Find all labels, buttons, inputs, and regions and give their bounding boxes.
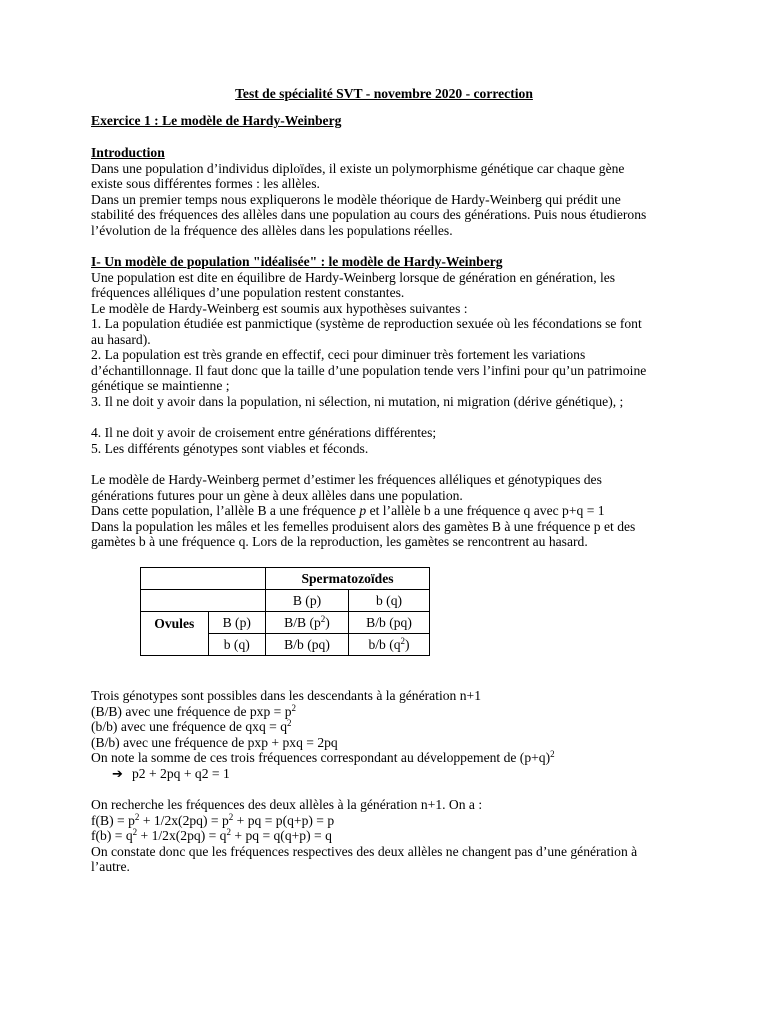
allele-frequency-section: [91, 797, 651, 875]
table-row-label-ovules: Ovules: [141, 612, 209, 656]
hypothesis-line: 4. Il ne doit y avoir de croisement entre générations différentes;: [91, 425, 437, 440]
hypothesis-line: 3. Il ne doit y avoir dans la population, ni sélection, ni mutation, ni migration (dérive génétique), ;: [91, 393, 624, 409]
hypothesis-line: génétique se maintienne ;: [91, 378, 230, 393]
hypothesis-line: 1. La population étudiée est panmictique (système de reproduction sexuée où les fécondations se font: [91, 316, 642, 331]
paragraph-line: Le modèle de Hardy-Weinberg est soumis aux hypothèses suivantes :: [91, 300, 468, 316]
paragraph-line: Une population est dite en équilibre de Hardy-Weinberg lorsque de génération en génération, les: [91, 269, 616, 285]
table-corner: [141, 590, 266, 612]
hypotheses-cont: [91, 425, 651, 456]
section-hardy-weinberg: [91, 254, 651, 409]
hypothesis-line: 2. La population est très grande en effectif, ceci pour diminuer très fortement les variations: [91, 347, 586, 362]
table-row-header: B (p): [208, 612, 265, 634]
formula-fB: $f(B) = p^2 + 1/2x(2pq) = p^2$ + pq = p(q+p) = p: [91, 811, 335, 828]
section-heading: I- Un modèle de population "idéalisée" : le modèle de Hardy-Weinberg: [91, 254, 503, 269]
genotypes-section: [91, 688, 651, 782]
intro-line: stabilité des fréquences des allèles dans une population au cours des générations. Puis nous étudierons: [91, 207, 647, 222]
genotype-sum-line: ➔ p2 + 2pq + q2 = 1: [112, 765, 230, 782]
paragraph-line: Dans la population les mâles et les femelles produisent alors des gamètes B à une fréquence p et des: [91, 518, 636, 534]
hypothesis-line: 5. Les différents génotypes sont viables et féconds.: [91, 440, 369, 456]
model-paragraph: [91, 472, 651, 550]
intro-line: l’évolution de la fréquence des allèles dans les populations réelles.: [91, 222, 453, 238]
intro-line: Dans un premier temps nous expliquerons le modèle théorique de Hardy-Weinberg qui prédit une: [91, 191, 621, 207]
table-col-header: b (q): [349, 590, 430, 612]
gamete-table: [140, 567, 430, 656]
genotype-line: On note la somme de ces trois fréquences correspondant au développement de $(p+q)^2$: [91, 749, 555, 765]
hypothesis-line: d’échantillonnage. Il faut donc que la taille d’une population tende vers l’infini pour qu’un patrimoine: [91, 362, 647, 378]
page-title: Test de spécialité SVT - novembre 2020 - correction: [235, 86, 533, 101]
genotype-line: (b/b) avec une fréquence de qxq = $q^2$: [91, 718, 292, 734]
intro-heading: Introduction: [91, 145, 165, 160]
allele-line: l’autre.: [91, 859, 130, 874]
hypothesis-line: au hasard).: [91, 331, 151, 347]
paragraph-line: Le modèle de Hardy-Weinberg permet d’estimer les fréquences alléliques et génotypiques des: [91, 472, 602, 487]
paragraph-line: Dans cette population, l’allèle B a une fréquence p et l’allèle b a une fréquence q avec p+q = 1: [91, 503, 605, 518]
table-cell: B/b (pq): [349, 612, 430, 634]
table-col-header: B (p): [266, 590, 349, 612]
intro-line: existe sous différentes formes : les allèles.: [91, 176, 320, 191]
table-header-spermatozoides: Spermatozoïdes: [266, 568, 430, 590]
genotype-line: (B/B) avec une fréquence de pxp = $p^2$: [91, 702, 297, 719]
allele-line: On recherche les fréquences des deux allèles à la génération n+1. On a :: [91, 797, 483, 812]
table-cell: b/b $(q^2)$: [349, 634, 430, 656]
table-row-header: b (q): [208, 634, 265, 656]
exercise-title: Exercice 1 : Le modèle de Hardy-Weinberg: [91, 113, 342, 128]
genotype-line: Trois génotypes sont possibles dans les descendants à la génération n+1: [91, 688, 481, 703]
paragraph-line: générations futures pour un gène à deux allèles dans une population.: [91, 487, 463, 503]
paragraph-line: fréquences alléliques d’une population restent constantes.: [91, 285, 405, 300]
intro-line: Dans une population d’individus diploïdes, il existe un polymorphisme génétique car chaque gène: [91, 160, 625, 176]
table-cell: B/B $(p^2)$: [266, 612, 349, 634]
table-cell: B/b (pq): [266, 634, 349, 656]
genotype-line: (B/b) avec une fréquence de pxp + pxq = 2pq: [91, 734, 338, 750]
paragraph-line: gamètes b à une fréquence q. Lors de la reproduction, les gamètes se rencontrent au hasard.: [91, 534, 588, 549]
allele-line: On constate donc que les fréquences respectives des deux allèles ne changent pas d’une génération à: [91, 843, 638, 859]
intro-section: [91, 145, 651, 238]
table-corner: [141, 568, 266, 590]
right-arrow-icon: ➔: [112, 766, 123, 782]
formula-fb: $f(b) = q^2 + 1/2x(2pq) = q^2$ + pq = q(q+p) = q: [91, 827, 332, 843]
